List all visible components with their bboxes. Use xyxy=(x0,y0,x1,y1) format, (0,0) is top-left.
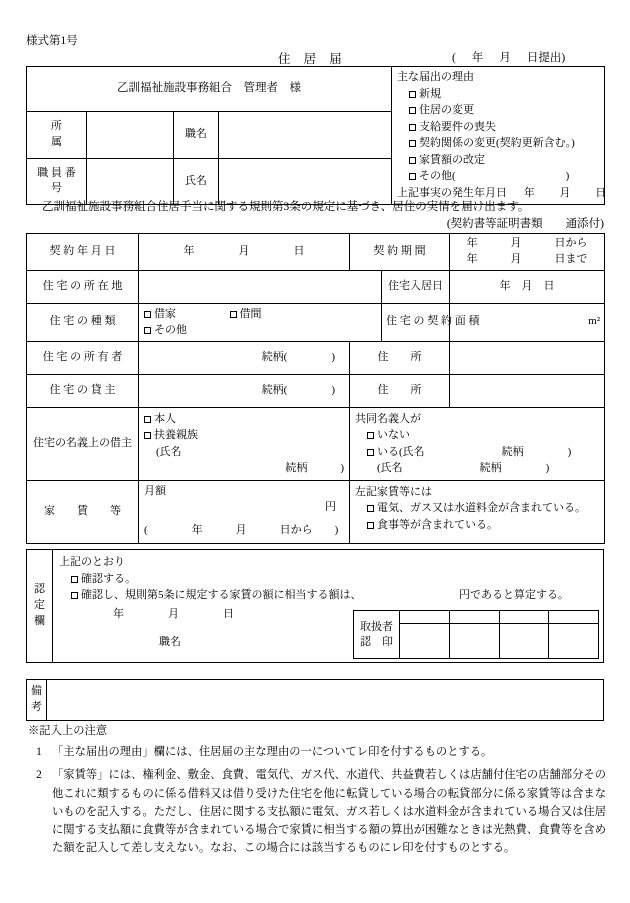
owner-relation[interactable]: 続柄( ) xyxy=(139,341,350,374)
rent-label: 家 賃 等 xyxy=(27,480,139,543)
contract-area-label: 住 宅 の 契 約 面 積 xyxy=(382,303,450,341)
checkbox-icon[interactable] xyxy=(144,311,151,318)
rent-inclusion-label: 食事等が含まれている。 xyxy=(377,518,499,531)
checkbox-icon[interactable] xyxy=(409,157,416,164)
affiliation-input[interactable] xyxy=(87,111,174,158)
rent-effective-from[interactable]: ( 年 月 日から ) xyxy=(144,523,339,536)
checkbox-icon[interactable] xyxy=(230,311,237,318)
type-option-other[interactable] xyxy=(144,322,376,339)
certification-calc-prefix: 確認し、規則第5条に規定する家賃の額に相当する額は、 xyxy=(81,589,362,601)
lessee-name-field[interactable]: (氏名 xyxy=(156,445,182,458)
approval-stamp-grid xyxy=(353,610,599,659)
housing-details-table xyxy=(26,233,604,544)
reason-option-other[interactable] xyxy=(397,168,599,185)
occurrence-day: 日 xyxy=(595,186,607,199)
lessee-option-label: 扶養親族 xyxy=(154,429,198,442)
checkbox-icon[interactable] xyxy=(367,432,374,439)
joint-holder-yes[interactable] xyxy=(355,444,599,461)
housing-owner-row xyxy=(27,341,605,374)
form-number: 様式第1号 xyxy=(26,35,78,47)
checkbox-icon[interactable] xyxy=(71,576,78,583)
rent-row xyxy=(27,480,605,543)
housing-address-label: 住 宅 の 所 在 地 xyxy=(27,270,139,303)
housing-lessor-row xyxy=(27,374,605,407)
rent-amount-input[interactable] xyxy=(144,500,344,516)
joint-holder-options xyxy=(350,407,605,480)
joint-holder-heading: 共同名義人が xyxy=(355,412,422,425)
attachment-note: (契約書等証明書類 通添付) xyxy=(446,218,604,230)
reason-option-label: その他( ) xyxy=(419,170,570,183)
housing-type-row xyxy=(27,303,605,341)
checkbox-icon[interactable] xyxy=(409,91,416,98)
checkbox-icon[interactable] xyxy=(409,140,416,147)
stamp-cell[interactable] xyxy=(400,624,450,659)
contract-period-from: 年 月 日から xyxy=(466,237,588,249)
contract-date-label: 契 約 年 月 日 xyxy=(27,234,139,271)
contract-period-to: 年 月 日まで xyxy=(466,252,588,265)
certification-option-label: 確認する。 xyxy=(81,572,136,585)
submission-month: 月 xyxy=(499,52,511,64)
reason-option-loss[interactable] xyxy=(397,119,599,136)
checkbox-icon[interactable] xyxy=(409,173,416,180)
stamp-cell[interactable] xyxy=(499,624,549,659)
remarks-block xyxy=(26,679,604,721)
nominal-lessee-row xyxy=(27,407,605,480)
stamp-cell[interactable] xyxy=(449,611,499,624)
statement-text: 乙訓福祉施設事務組合住居手当に関する規則第3条の規定に基づき、居住の実情を届け出ます。 xyxy=(42,201,530,213)
certification-calc-suffix: 円であると算定する。 xyxy=(459,589,569,601)
area-unit: m² xyxy=(588,315,601,328)
lessee-relation-field[interactable]: 続柄 ) xyxy=(285,462,345,475)
reason-option-contract-change[interactable] xyxy=(397,135,599,152)
lessee-option-self[interactable] xyxy=(144,411,344,428)
note-number: 1 xyxy=(36,746,42,758)
rent-inclusions-heading: 左記家賃等には xyxy=(355,485,433,498)
checkbox-icon[interactable] xyxy=(367,522,374,529)
remarks-input[interactable] xyxy=(47,680,604,721)
reason-option-label: 住居の変更 xyxy=(419,104,474,117)
reason-option-label: 支給要件の喪失 xyxy=(419,120,496,133)
lessor-address-label: 住 所 xyxy=(350,374,450,407)
owner-address-label: 住 所 xyxy=(350,341,450,374)
joint-holder-extra[interactable]: (氏名 続柄 ) xyxy=(377,462,550,475)
lessor-address-input[interactable] xyxy=(450,374,605,407)
checkbox-icon[interactable] xyxy=(71,592,78,599)
certification-date-line[interactable]: 年 月 日 xyxy=(113,607,234,620)
paren-open: ( xyxy=(452,52,456,64)
checkbox-icon[interactable] xyxy=(409,107,416,114)
reason-option-new[interactable] xyxy=(397,86,599,103)
note-text: 「主な届出の理由」欄には、住居届の主な理由の一についてレ印を付するものとする。 xyxy=(52,746,493,758)
job-title-label: 職名 xyxy=(174,111,219,158)
stamp-cell[interactable] xyxy=(400,611,450,624)
contract-date-value[interactable]: 年 月 日 xyxy=(139,234,350,271)
rent-includes-utilities[interactable] xyxy=(355,500,599,517)
housing-type-label: 住 宅 の 種 類 xyxy=(27,303,139,341)
checkbox-icon[interactable] xyxy=(144,432,151,439)
reason-cell xyxy=(392,67,605,205)
owner-address-input[interactable] xyxy=(450,341,605,374)
certification-intro: 上記のとおり xyxy=(59,556,125,568)
stamp-cell[interactable] xyxy=(499,611,549,624)
joint-holder-label: いない xyxy=(377,429,411,442)
addressee-row xyxy=(27,67,605,112)
type-option-label: 借家 xyxy=(154,307,176,320)
note-text: 「家賃等」には、権利金、敷金、食費、電気代、ガス代、水道代、共益費若しくは店舗付住宅の店舗部分その他これに類するものに係る借料又は借り受けた住宅を他に転貸している場合の転貸部分に係る家賃等は含まないものを記入する。ただし、住居に関する支払額に電気、ガス若しくは水道料金が含まれている場合又は住居に関する支払額に食費等が含まれている場合で家賃に相当する額の算出が困難なときは光熱費、食費等を含めた額を記入して差し支えない。なお、この場合には該当するものにレ印を付すものとする。 xyxy=(52,769,606,855)
stamp-cell[interactable] xyxy=(549,624,599,659)
employee-number-label: 職 員 番 号 xyxy=(27,158,87,205)
certification-block xyxy=(26,549,604,663)
name-label: 氏名 xyxy=(174,158,219,205)
checkbox-icon[interactable] xyxy=(409,124,416,131)
applicant-block xyxy=(26,66,607,205)
rent-monthly-label: 月額 xyxy=(144,484,166,497)
housing-lessor-label: 住 宅 の 貸 主 xyxy=(27,374,139,407)
type-option-label: その他 xyxy=(154,324,187,337)
certification-option-calculate[interactable] xyxy=(59,587,597,604)
reason-option-label: 契約関係の変更(契約更新含む。) xyxy=(419,137,575,150)
checkbox-icon[interactable] xyxy=(367,505,374,512)
lessor-relation[interactable]: 続柄( ) xyxy=(139,374,350,407)
lessee-option-label: 本人 xyxy=(154,412,176,425)
reason-option-move[interactable] xyxy=(397,102,599,119)
stamp-cell[interactable] xyxy=(449,624,499,659)
reason-option-label: 家賃額の改定 xyxy=(419,153,485,166)
stamp-row-top xyxy=(354,611,599,624)
submission-year: 年 xyxy=(471,52,484,64)
addressee-cell xyxy=(27,67,392,112)
housing-address-input[interactable] xyxy=(139,270,382,303)
notes-title: ※記入上の注意 xyxy=(28,725,108,737)
nominal-lessee-options xyxy=(139,407,350,480)
remarks-row xyxy=(27,680,604,721)
type-option-label: 借間 xyxy=(239,307,262,320)
certification-side-label: 認 定 欄 xyxy=(27,550,53,663)
stamp-label: 取扱者 認 印 xyxy=(354,611,400,659)
movein-date-value[interactable]: 年 月 日 xyxy=(450,270,605,303)
checkbox-icon[interactable] xyxy=(367,449,374,456)
occurrence-year: 年 xyxy=(523,186,535,199)
occurrence-date-label: 上記事実の発生年月日 xyxy=(397,186,507,199)
type-option-rental-house[interactable] xyxy=(144,306,376,323)
certification-row xyxy=(27,550,604,663)
submission-date-line xyxy=(452,49,565,65)
addressee-text: 乙訓福祉施設事務組合 管理者 様 xyxy=(117,82,301,95)
housing-owner-label: 住 宅 の 所 有 者 xyxy=(27,341,139,374)
joint-holder-none[interactable] xyxy=(355,427,599,444)
note-number: 2 xyxy=(36,769,42,782)
contract-period-value[interactable] xyxy=(450,234,605,271)
rent-inclusion-label: 電気、ガス又は水道料金が含まれている。 xyxy=(377,502,587,515)
reason-option-label: 新規 xyxy=(419,87,441,100)
movein-date-label: 住宅入居日 xyxy=(382,270,450,303)
submission-day: 日提出) xyxy=(526,52,566,64)
certification-job-title[interactable]: 職名 xyxy=(159,636,181,648)
housing-type-options xyxy=(139,303,382,341)
reason-heading: 主な届出の理由 xyxy=(397,71,474,83)
nominal-lessee-label: 住宅の名義上の借主 xyxy=(27,407,139,480)
checkbox-icon[interactable] xyxy=(144,327,151,334)
rent-inclusions-cell xyxy=(350,480,605,543)
certification-body xyxy=(53,550,604,663)
housing-address-row xyxy=(27,270,605,303)
rent-amount-cell xyxy=(139,480,350,543)
stamp-cell[interactable] xyxy=(549,611,599,624)
certification-option-confirm[interactable] xyxy=(59,571,597,588)
joint-holder-label: いる(氏名 続柄 ) xyxy=(377,445,572,458)
occurrence-month: 月 xyxy=(559,186,571,199)
notes-section xyxy=(26,722,606,858)
page-title: 住 居 届 xyxy=(278,52,347,66)
note-item xyxy=(26,743,606,761)
affiliation-label: 所 属 xyxy=(27,111,87,158)
rent-includes-meals[interactable] xyxy=(355,517,599,534)
note-item xyxy=(26,766,606,857)
job-title-input[interactable] xyxy=(219,111,392,158)
lessee-option-dependent[interactable] xyxy=(144,427,344,444)
reason-option-rent-revision[interactable] xyxy=(397,152,599,169)
remarks-label: 備 考 xyxy=(27,680,47,721)
contract-period-label: 契 約 期 間 xyxy=(350,234,450,271)
checkbox-icon[interactable] xyxy=(144,416,151,423)
contract-date-row xyxy=(27,234,605,271)
rent-currency: 円 xyxy=(325,500,337,513)
